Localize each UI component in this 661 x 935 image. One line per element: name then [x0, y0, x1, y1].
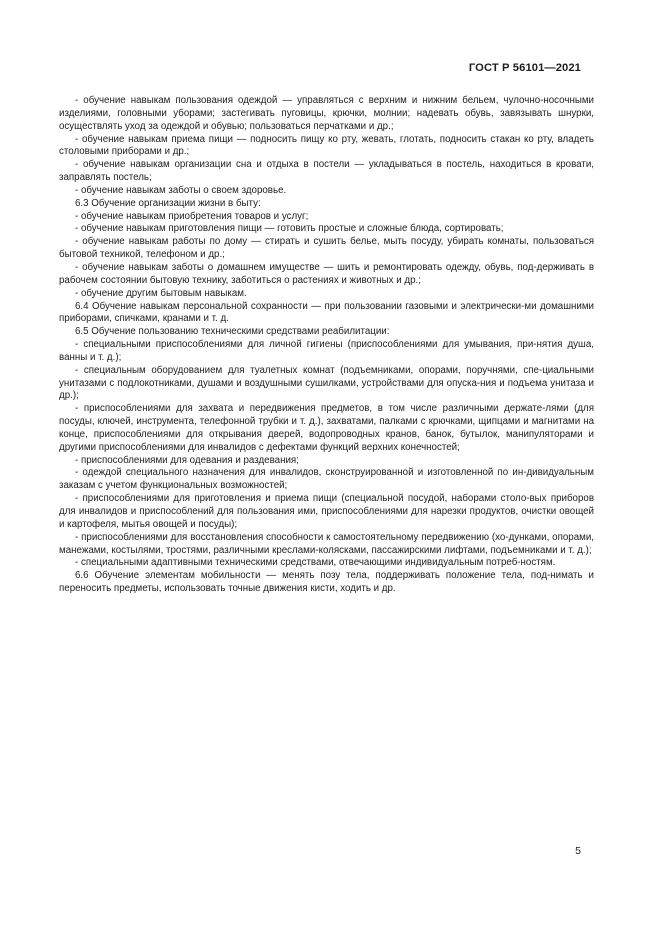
paragraph: - одеждой специального назначения для инвалидов, сконструированной и изготовленной по ин-дивидуальным заказам с учетом функциональных возможностей;: [59, 467, 594, 492]
paragraph: - приспособлениями для приготовления и приема пищи (специальной посудой, наборами столо-вых приборов для инвалидов и приспособлений для пользования ими, приспособлениями для нарезки продуктов, очистки овощей и картофеля, мытья овощей и посуды);: [59, 493, 594, 530]
paragraph: - обучение навыкам работы по дому — стирать и сушить белье, мыть посуду, убирать комнаты, пользоваться бытовой техникой, телефоном и др.;: [59, 236, 594, 261]
document-body: [59, 95, 594, 596]
paragraph: - приспособлениями для одевания и раздевания;: [75, 454, 299, 466]
paragraph: - приспособлениями для захвата и передвижения предметов, в том числе различными держате-лями (для посуды, ключей, инструмента, телефонной трубки и т. д.), захватами, палками с крючками, щипцами и магнитами на конце, приспособлениями для открывания дверей, водопроводных кранов, банок, бутылок, манипуляторами и другими приспособлениями для инвалидов с дефектами функций верхних конечностей;: [59, 403, 594, 453]
section-6-4: 6.4 Обучение навыкам персональной сохранности — при пользовании газовыми и электрически-ми домашними приборами, спичками, кранами и т. д.: [59, 300, 594, 325]
paragraph: - обучение навыкам заботы о своем здоровье.: [75, 184, 287, 196]
paragraph: - специальными адаптивными техническими средствами, отвечающими индивидуальным потреб-ностям.: [75, 557, 556, 569]
document-header: ГОСТ Р 56101—2021: [468, 62, 581, 74]
paragraph: - обучение навыкам приготовления пищи — готовить простые и сложные блюда, сортировать;: [75, 223, 504, 235]
paragraph: - обучение навыкам пользования одеждой — управляться с верхним и нижним бельем, чулочно-носочными изделиями, головными уборами; застегивать пуговицы, крючки, молнии; надевать обувь, завязывать шнурки, осуществлять уход за одеждой и обувью; пользоваться перчатками и др.;: [59, 95, 594, 132]
paragraph: - обучение другим бытовым навыкам.: [75, 287, 247, 299]
section-heading-6-3: 6.3 Обучение организации жизни в быту:: [75, 197, 261, 209]
paragraph: - обучение навыкам организации сна и отдыха в постели — укладываться в постель, находиться в кровати, заправлять постель;: [59, 159, 594, 184]
paragraph: - специальными приспособлениями для личной гигиены (приспособлениями для умывания, при-нятия душа, ванны и т. д.);: [59, 339, 594, 363]
paragraph: - обучение навыкам приобретения товаров и услуг;: [75, 210, 309, 222]
section-heading-6-5: 6.5 Обучение пользованию техническими средствами реабилитации:: [75, 326, 390, 338]
paragraph: - обучение навыкам заботы о домашнем имуществе — шить и ремонтировать одежду, обувь, под-держивать в рабочем состоянии бытовую технику, заботиться о растениях и животных и др.;: [59, 261, 594, 286]
section-6-6: 6.6 Обучение элементам мобильности — менять позу тела, поддерживать положение тела, под-нимать и переносить предметы, использовать точные движения кисти, ходить и др.: [59, 570, 594, 595]
paragraph: - обучение навыкам приема пищи — подносить пищу ко рту, жевать, глотать, подносить стакан ко рту, владеть столовыми приборами и др.;: [59, 133, 594, 158]
paragraph: - приспособлениями для восстановления способности к самостоятельному передвижению (хо-дунками, опорами, манежами, костылями, тростями, различными креслами-колясками, пассажирскими лифтами, подъемниками и т. д.);: [59, 531, 594, 556]
page-number: 5: [575, 845, 581, 857]
paragraph: - специальным оборудованием для туалетных комнат (подъемниками, опорами, поручнями, спе-циальными унитазами с подлокотниками, душами и воздушными сушилками, устройствами для опуска-ния и подъема унитаза и др.);: [59, 364, 594, 402]
